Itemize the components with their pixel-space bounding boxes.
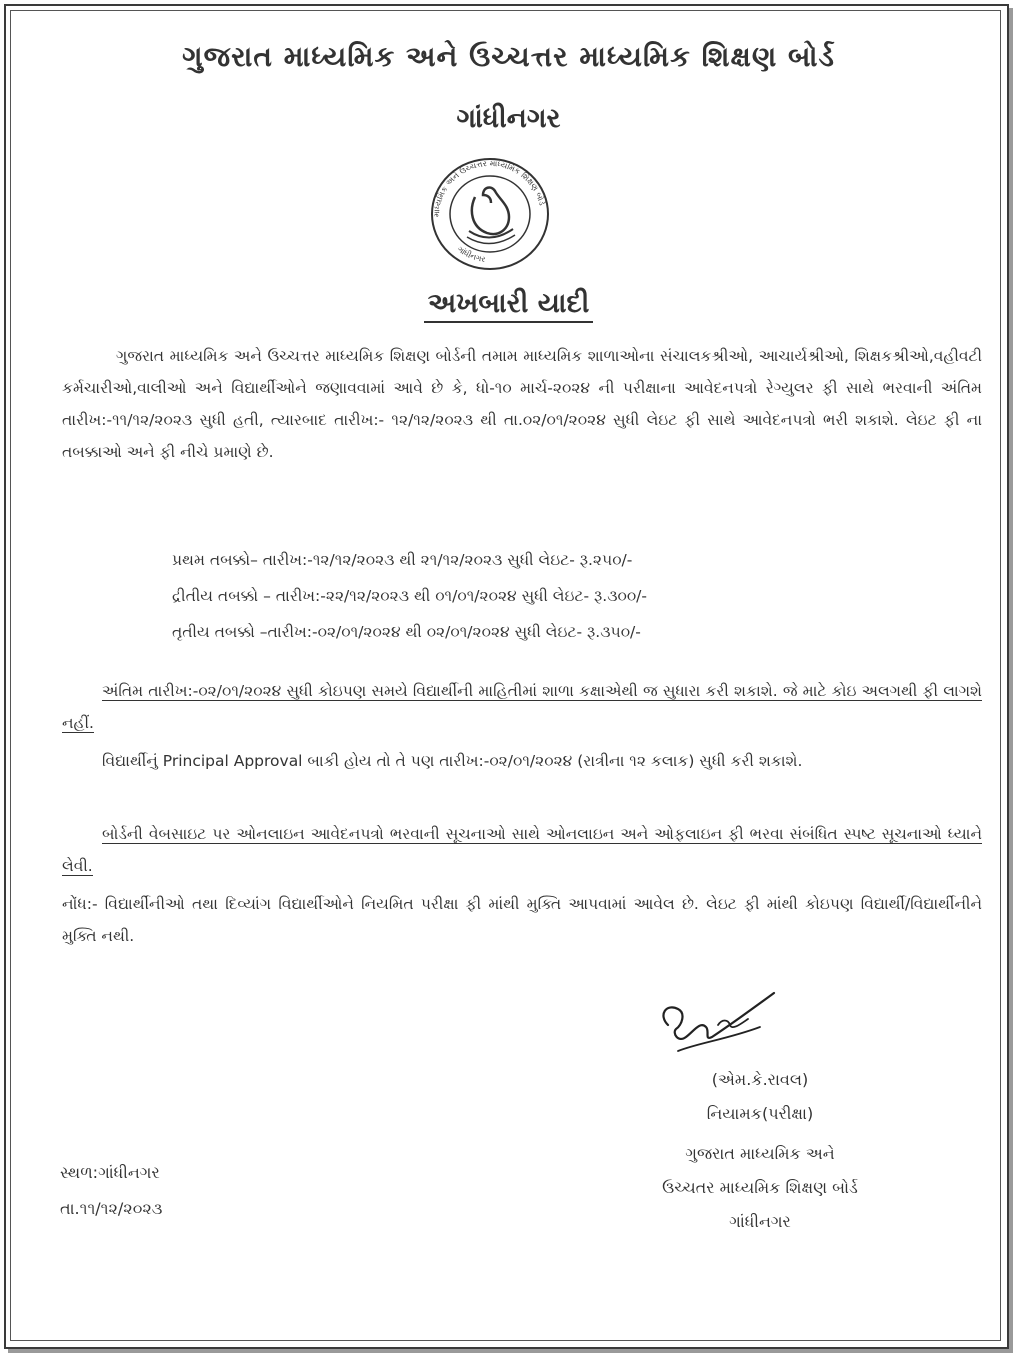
- intro-paragraph: ગુજરાત માધ્યમિક અને ઉચ્ચત્તર માધ્યમિક શિક્ષણ બોર્ડની તમામ માધ્યમિક શાળાઓના સંચાલકશ્રીઓ, આચાર્યશ્રીઓ, શિક્ષકશ્રીઓ,વહીવટી કર્મચારીઓ,વાલીઓ અને વિદ્યાર્થીઓને જણાવવામાં આવે છે કે, ધો-૧૦ માર્ચ-૨૦૨૪ ની પરીક્ષાના આવેદનપત્રો રેગ્યુલર ફી સાથે ભરવાની અંતિમ તારીખ:-૧૧/૧૨/૨૦૨૩ સુધી હતી, ત્યારબાદ તારીખ:- ૧૨/૧૨/૨૦૨૩ થી તા.૦૨/૦૧/૨૦૨૪ સુધી લેઇટ ફી સાથે આવેદનપત્રો ભરી શકાશે. લેઇટ ફી ના તબક્કાઓ અને ફી નીચે પ્રમાણે છે.: [62, 347, 982, 461]
- board-seal: [417, 155, 563, 273]
- date-label: તા.૧૧/૧૨/૨૦૨૩: [60, 1199, 163, 1218]
- press-release-heading: [0, 288, 1017, 320]
- press-release-title: અખબારી યાદી: [424, 288, 594, 323]
- stage-item: તૃતીય તબક્કો –તારીખ:-૦૨/૦૧/૨૦૨૪ થી ૦૨/૦૧/૨૦૨૪ સુધી લેઇટ- રૂ.૩૫૦/-: [172, 623, 641, 641]
- stage-item: દ્રીતીય તબક્કો – તારીખ:-૨૨/૧૨/૨૦૨૩ થી ૦૧/૦૧/૨૦૨૪ સુધી લેઇટ- રૂ.૩૦૦/-: [172, 587, 647, 605]
- signatory-designation: નિયામક(પરીક્ષા): [706, 1104, 814, 1123]
- signatory-org-line2: ઉચ્ચતર માધ્યમિક શિક્ષણ બોર્ડ: [662, 1178, 858, 1197]
- remark-note: નોંધ:- વિદ્યાર્થીનીઓ તથા દિવ્યાંગ વિદ્યાર્થીઓને નિયમિત પરીક્ષા ફી માંથી મુક્તિ આપવામાં આવેલ છે. લેઇટ ફી માંથી કોઇપણ વિદ્યાર્થી/વિદ્યાર્થીનીને મુક્તિ નથી.: [62, 895, 982, 945]
- stage-item: પ્રથમ તબક્કો– તારીખ:-૧૨/૧૨/૨૦૨૩ થી ૨૧/૧૨/૨૦૨૩ સુધી લેઇટ- રૂ.૨૫૦/-: [172, 551, 633, 569]
- signatory-name: (એમ.કે.રાવલ): [711, 1070, 809, 1089]
- late-fee-stages: [172, 542, 647, 650]
- website-note-text: બોર્ડની વેબસાઇટ પર ઓનલાઇન આવેદનપત્રો ભરવાની સૂચનાઓ સાથે ઓનલાઇન અને ઓફલાઇન ફી ભરવા સંબંધિત સ્પષ્ટ સૂચનાઓ ધ્યાને લેવી.: [62, 825, 982, 875]
- seal-top-text: માધ્યમિક અને ઉચ્ચત્તર માધ્યમિક શિક્ષણ બોર્ડ: [431, 158, 547, 218]
- website-note: [62, 818, 982, 882]
- approval-note: વિદ્યાર્થીનું Principal Approval બાકી હોય તો તે પણ તારીખ:-૦૨/૦૧/૨૦૨૪ (રાત્રીના ૧૨ કલાક) સુધી કરી શકાશે.: [102, 752, 803, 770]
- correction-note-text: અંતિમ તારીખ:-૦૨/૦૧/૨૦૨૪ સુધી કોઇપણ સમયે વિદ્યાર્થીની માહિતીમાં શાળા કક્ષાએથી જ સુધારા કરી શકાશે. જે માટે કોઇ અલગથી ફી લાગશે નહીં.: [62, 682, 982, 732]
- board-name: ગુજરાત માધ્યમિક અને ઉચ્ચત્તર માધ્યમિક શિક્ષણ બોર્ડ: [182, 40, 835, 73]
- signatory-org-line1: ગુજરાત માધ્યમિક અને: [685, 1144, 835, 1163]
- correction-note: [62, 675, 982, 739]
- place-label: સ્થળ:ગાંધીનગર: [60, 1163, 160, 1182]
- seal-bottom-text: ગાંધીનગર: [455, 244, 486, 264]
- signatory-city: ગાંધીનગર: [729, 1212, 791, 1231]
- signature: [648, 985, 788, 1070]
- board-city: ગાંધીનગર: [456, 103, 561, 134]
